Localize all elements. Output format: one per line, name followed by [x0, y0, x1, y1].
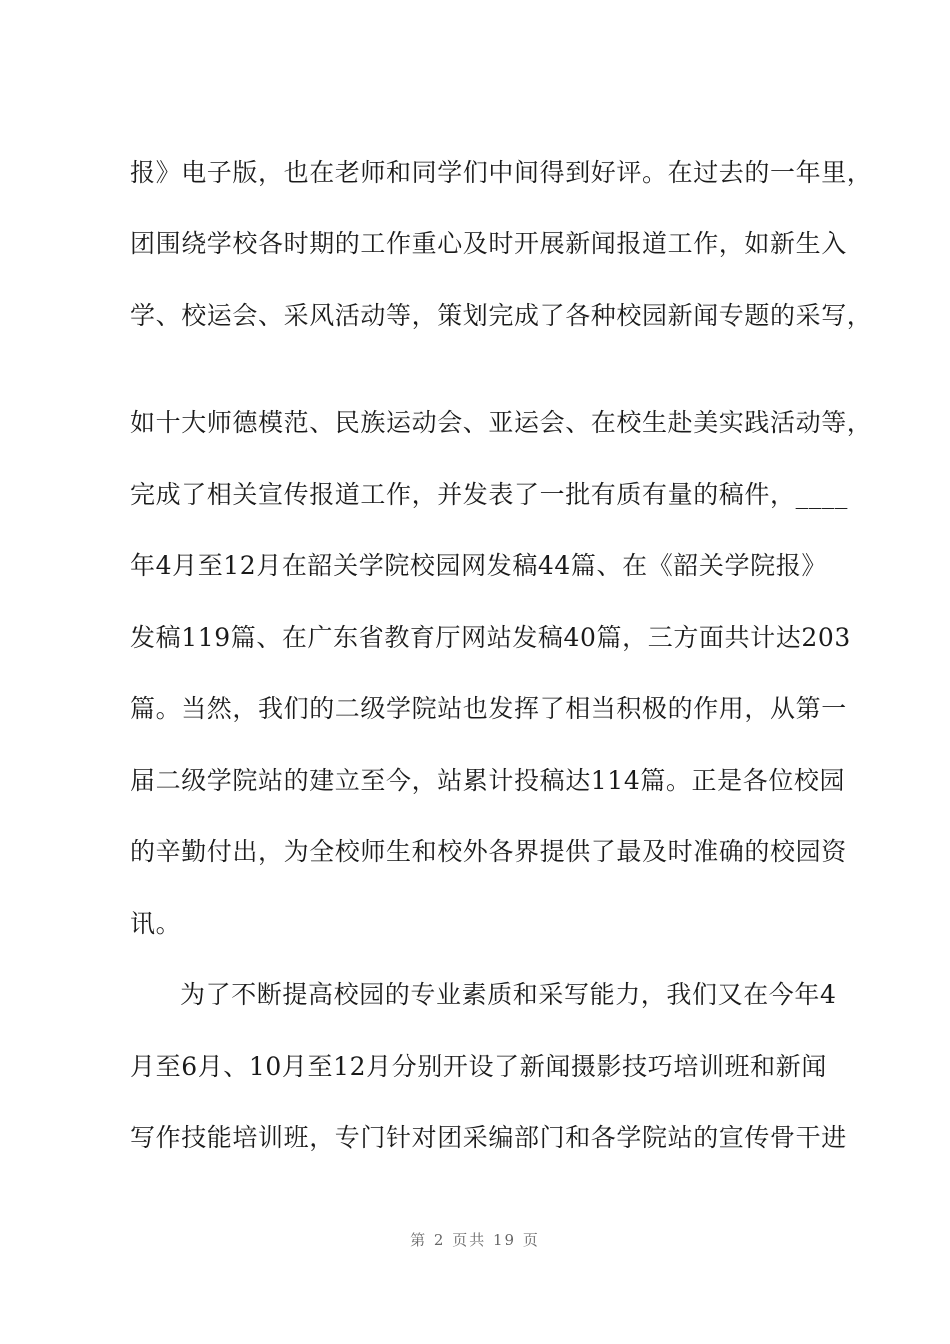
body-text-line: 写作技能培训班，专门针对团采编部门和各学院站的宣传骨干进: [130, 1123, 847, 1152]
body-text-line: 发稿119篇、在广东省教育厅网站发稿40篇，三方面共计达203: [130, 623, 851, 652]
body-text-line: 学、校运会、采风活动等，策划完成了各种校园新闻专题的采写，: [130, 301, 873, 330]
body-text-line: 如十大师德模范、民族运动会、亚运会、在校生赴美实践活动等，: [130, 408, 873, 437]
body-text-line: 完成了相关宣传报道工作，并发表了一批有质有量的稿件，____: [130, 480, 849, 509]
body-text-line: 篇。当然，我们的二级学院站也发挥了相当积极的作用，从第一: [130, 694, 847, 723]
body-text-line: 报》电子版，也在老师和同学们中间得到好评。在过去的一年里，: [130, 158, 873, 187]
page-number-footer: 第 2 页共 19 页: [410, 1231, 540, 1249]
body-text-line: 届二级学院站的建立至今，站累计投稿达114篇。正是各位校园: [130, 766, 846, 795]
paragraph-first-line: 为了不断提高校园的专业素质和采写能力，我们又在今年4: [180, 980, 837, 1009]
body-text-line: 年4月至12月在韶关学院校园网发稿44篇、在《韶关学院报》: [130, 551, 827, 580]
body-text-line: 讯。: [130, 909, 182, 938]
body-text-line: 月至6月、10月至12月分别开设了新闻摄影技巧培训班和新闻: [130, 1052, 827, 1081]
body-text-line: 的辛勤付出，为全校师生和校外各界提供了最及时准确的校园资: [130, 837, 847, 866]
body-text-line: 团围绕学校各时期的工作重心及时开展新闻报道工作，如新生入: [130, 229, 847, 258]
